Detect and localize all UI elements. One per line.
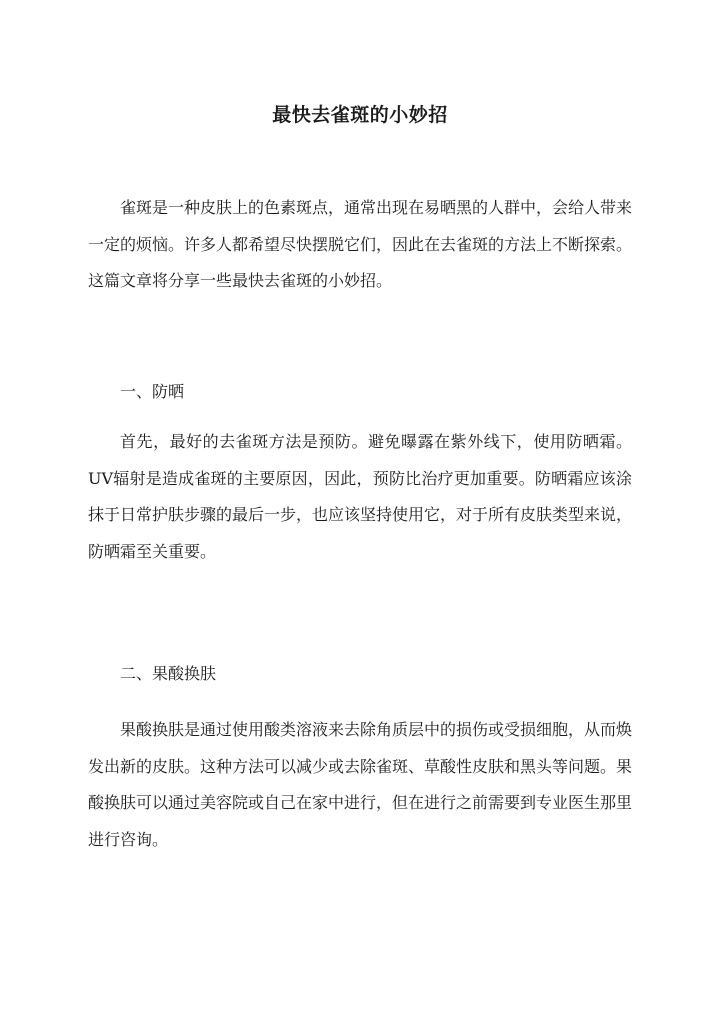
section-heading-fruit-acid-peel: 二、果酸换肤: [120, 664, 217, 683]
section-body-sunscreen: 首先，最好的去雀斑方法是预防。避免曝露在紫外线下，使用防晒霜。UV辐射是造成雀斑的主要原因，因此，预防比治疗更加重要。防晒霜应该涂抹于日常护肤步骤的最后一步，也应该坚持使用它，对于所有皮肤类型来说，防晒霜至关重要。: [88, 432, 633, 561]
section-heading-sunscreen: 一、防晒: [120, 382, 185, 401]
intro-paragraph: 雀斑是一种皮肤上的色素斑点，通常出现在易晒黑的人群中，会给人带来一定的烦恼。许多人都希望尽快摆脱它们，因此在去雀斑的方法上不断探索。这篇文章将分享一些最快去雀斑的小妙招。: [88, 198, 633, 290]
section-body-fruit-acid-peel: 果酸换肤是通过使用酸类溶液来去除角质层中的损伤或受损细胞，从而焕发出新的皮肤。这种方法可以减少或去除雀斑、草酸性皮肤和黑头等问题。果酸换肤可以通过美容院或自己在家中进行，但在进行之前需要到专业医生那里进行咨询。: [88, 720, 633, 849]
document-title: 最快去雀斑的小妙招: [272, 103, 448, 126]
